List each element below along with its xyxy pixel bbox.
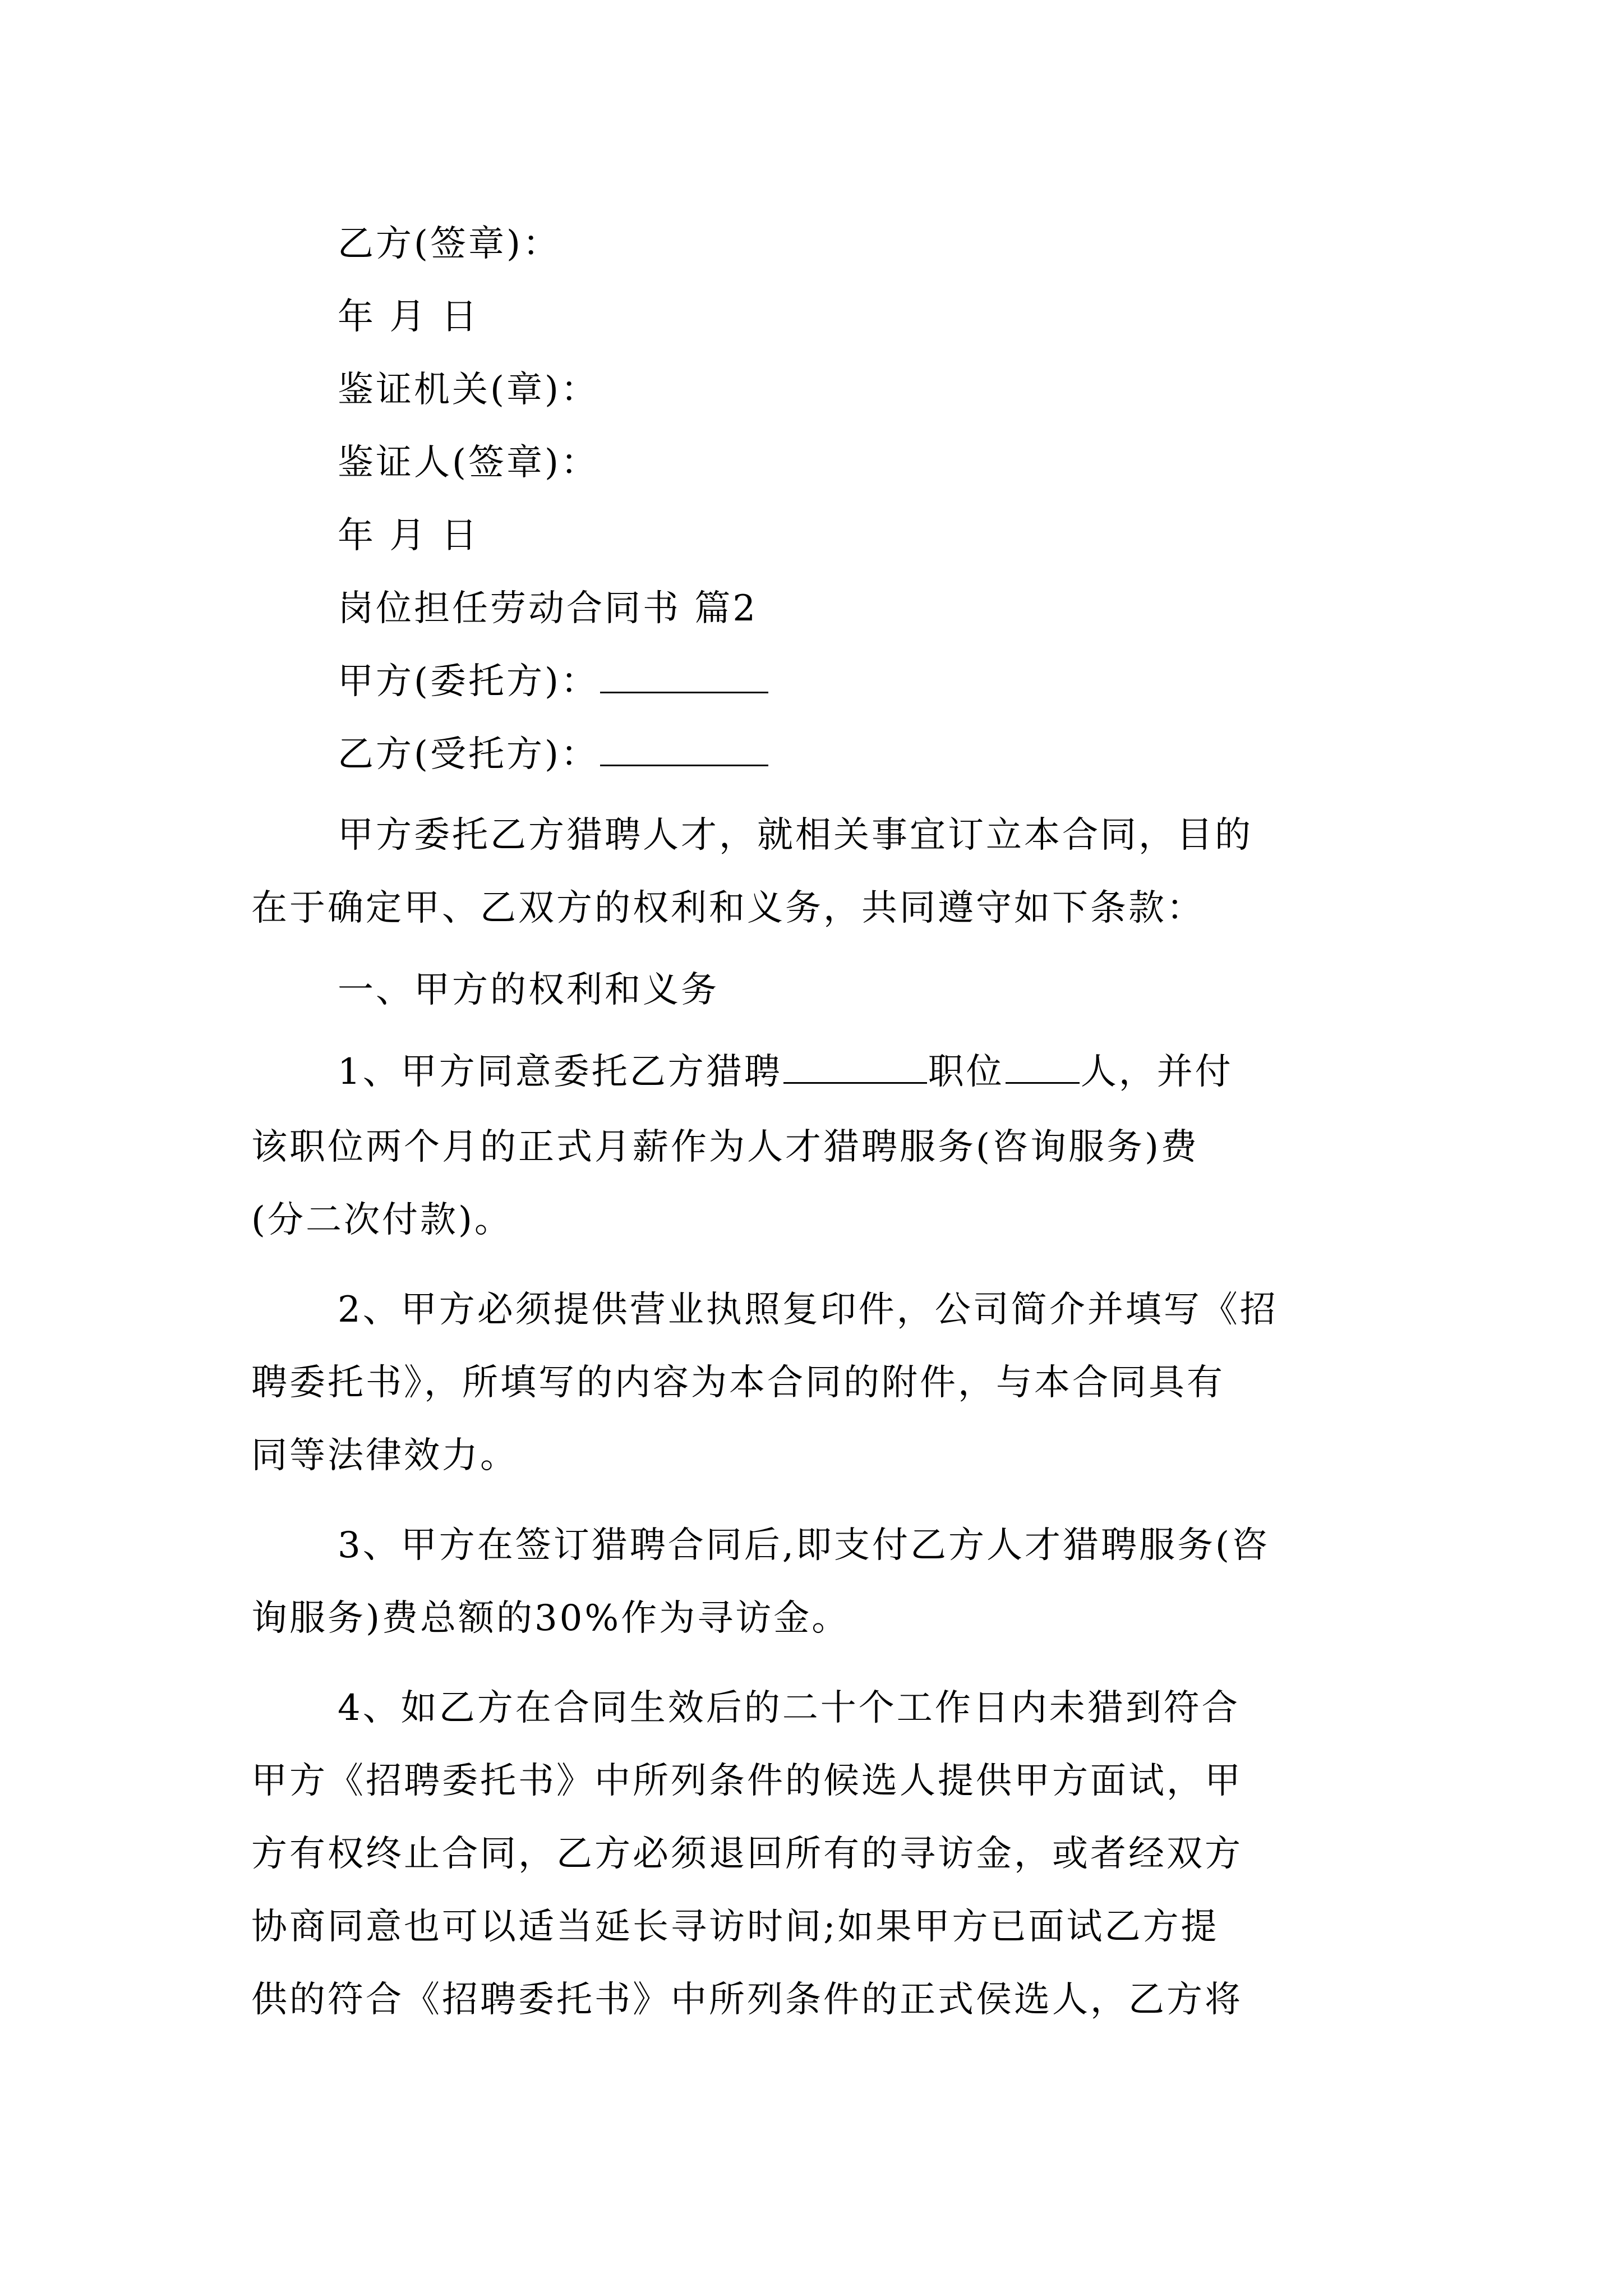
text: 甲方委托乙方猎聘人才，就相关事宜订立本合同，目的 [338, 815, 1253, 856]
text: 询服务)费总额的30%作为寻访金。 [251, 1598, 850, 1639]
clause-1-line [251, 1111, 1199, 1184]
text: 年 月 日 [338, 296, 479, 338]
clause-4-line [251, 1890, 1219, 1963]
clause-2-line [251, 1419, 518, 1492]
party-b-signature-line [338, 208, 561, 280]
clause-3-line [251, 1582, 850, 1655]
text: 鉴证人(签章)： [338, 442, 599, 484]
clause-1-line [338, 1036, 1233, 1108]
text: (分二次付款)。 [251, 1199, 513, 1241]
clause-4-line [251, 1818, 1243, 1890]
verification-authority-line [338, 353, 599, 426]
text: 1、甲方同意委托乙方猎聘 [338, 1051, 782, 1093]
headcount-blank[interactable] [1006, 1048, 1080, 1084]
verifier-signature-line [338, 426, 599, 499]
text: 甲方(委托方)： [338, 661, 599, 702]
text: 协商同意也可以适当延长寻访时间;如果甲方已面试乙方提 [251, 1906, 1219, 1948]
text: 甲方《招聘委托书》中所列条件的候选人提供甲方面试，甲 [251, 1760, 1243, 1802]
text: 岗位担任劳动合同书 篇2 [338, 588, 758, 629]
text: 在于确定甲、乙双方的权利和义务，共同遵守如下条款： [251, 887, 1205, 929]
clause-4-line [338, 1672, 1240, 1745]
clause-1-line [251, 1184, 513, 1257]
text: 3、甲方在签订猎聘合同后,即支付乙方人才猎聘服务(咨 [338, 1525, 1270, 1566]
paragraph-line [338, 799, 1253, 872]
text: 鉴证机关(章)： [338, 369, 599, 411]
clause-2-line [251, 1346, 1225, 1419]
party-a-blank[interactable] [600, 657, 768, 693]
date-line-2 [338, 499, 479, 572]
text: 方有权终止合同，乙方必须退回所有的寻访金，或者经双方 [251, 1833, 1243, 1875]
clause-4-line [251, 1963, 1243, 2036]
text: 2、甲方必须提供营业执照复印件，公司简介并填写《招 [338, 1289, 1278, 1331]
clause-heading [338, 954, 719, 1027]
text: 乙方(受托方)： [338, 734, 599, 775]
text: 该职位两个月的正式月薪作为人才猎聘服务(咨询服务)费 [251, 1126, 1199, 1168]
text: 供的符合《招聘委托书》中所列条件的正式侯选人，乙方将 [251, 1979, 1243, 2021]
text: 人，并付 [1080, 1051, 1233, 1093]
date-line-1 [338, 280, 479, 353]
text: 4、如乙方在合同生效后的二十个工作日内未猎到符合 [338, 1687, 1240, 1729]
section-heading [338, 572, 758, 645]
text: 年 月 日 [338, 515, 479, 556]
text: 一、甲方的权利和义务 [338, 969, 719, 1011]
clause-3-line [338, 1509, 1270, 1582]
clause-2-line [338, 1273, 1278, 1346]
party-b-blank[interactable] [600, 730, 768, 766]
text: 聘委托书》，所填写的内容为本合同的附件，与本合同具有 [251, 1362, 1225, 1404]
text: 乙方(签章)： [338, 223, 561, 265]
paragraph-line [251, 872, 1205, 945]
clause-4-line [251, 1745, 1243, 1818]
party-a-line [338, 645, 769, 718]
party-b-line [338, 718, 769, 791]
text: 职位 [928, 1051, 1004, 1093]
position-blank[interactable] [783, 1048, 927, 1084]
text: 同等法律效力。 [251, 1435, 518, 1476]
